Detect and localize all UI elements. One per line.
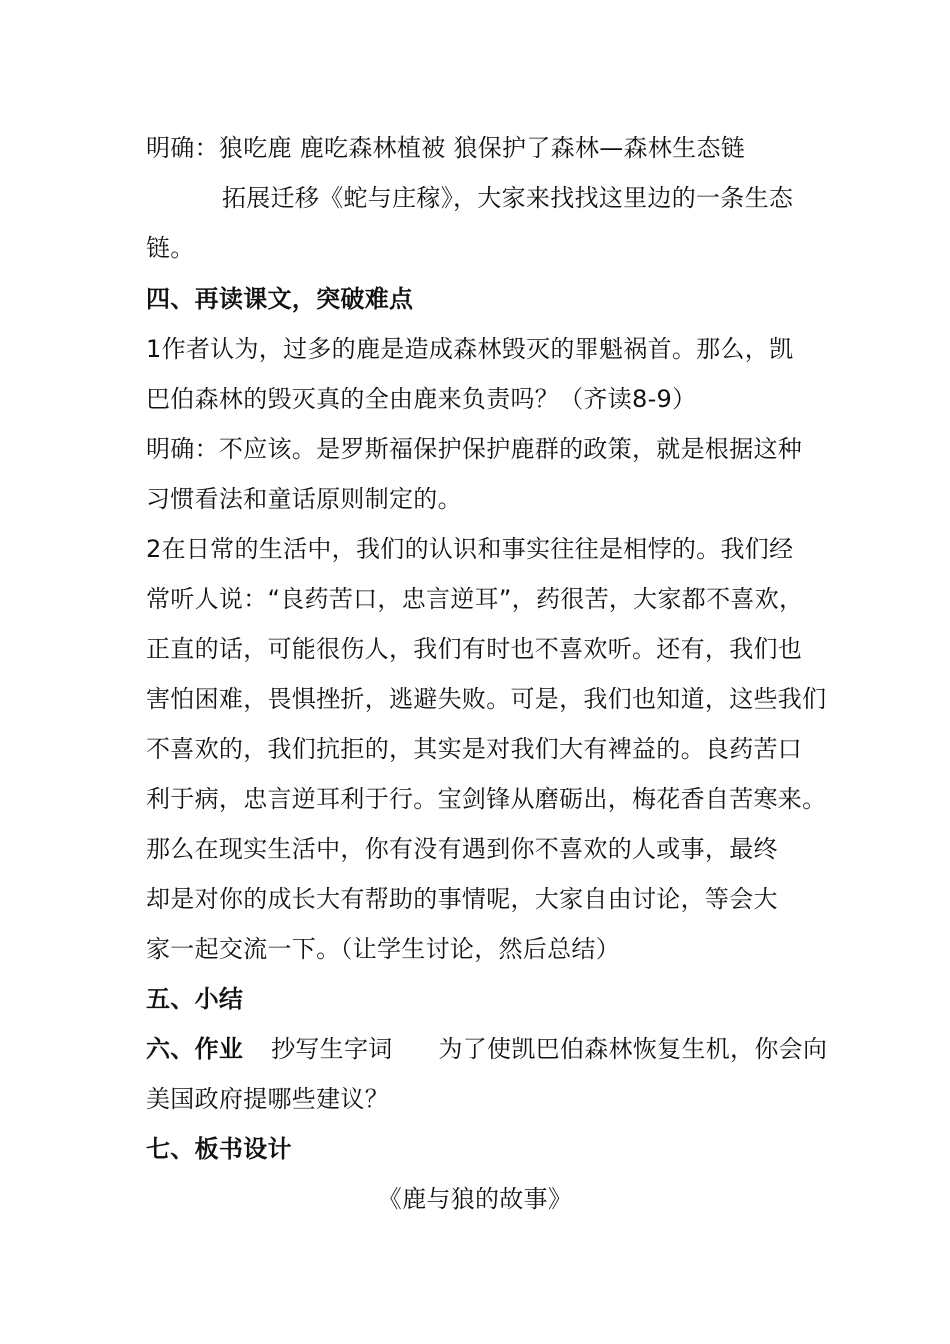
section-heading: 五、小结 bbox=[146, 985, 244, 1013]
paragraph-line: 2在日常的生活中，我们的认识和事实往往是相悖的。我们经 bbox=[146, 535, 794, 563]
paragraph-line: 那么在现实生活中，你有没有遇到你不喜欢的人或事，最终 bbox=[146, 835, 778, 863]
section-heading: 四、再读课文，突破难点 bbox=[146, 285, 414, 313]
homework-heading: 六、作业 bbox=[146, 1035, 244, 1063]
paragraph-line: 利于病，忠言逆耳利于行。宝剑锋从磨砺出，梅花香自苦寒来。 bbox=[146, 785, 827, 813]
homework-task-copy: 抄写生字词 bbox=[271, 1035, 393, 1063]
paragraph-line: 巴伯森林的毁灭真的全由鹿来负责吗？（齐读8-9） bbox=[146, 385, 697, 413]
paragraph-line: 常听人说：“良药苦口，忠言逆耳”，药很苦，大家都不喜欢， bbox=[146, 585, 804, 613]
paragraph-line: 明确：狼吃鹿 鹿吃森林植被 狼保护了森林—森林生态链 bbox=[146, 134, 746, 162]
paragraph-line: 习惯看法和童话原则制定的。 bbox=[146, 485, 462, 513]
paragraph-line: 链。 bbox=[146, 234, 195, 262]
paragraph-line: 害怕困难，畏惧挫折，逃避失败。可是，我们也知道，这些我们 bbox=[146, 685, 827, 713]
paragraph-line: 明确：不应该。是罗斯福保护保护鹿群的政策，就是根据这种 bbox=[146, 435, 803, 463]
homework-line bbox=[146, 1032, 827, 1066]
paragraph-line: 拓展迁移《蛇与庄稼》，大家来找找这里边的一条生态 bbox=[222, 184, 794, 212]
paragraph-line: 家一起交流一下。（让学生讨论，然后总结） bbox=[146, 935, 620, 963]
paragraph-line: 美国政府提哪些建议？ bbox=[146, 1085, 389, 1113]
paragraph-line: 1作者认为，过多的鹿是造成森林毁灭的罪魁祸首。那么，凯 bbox=[146, 335, 794, 363]
board-title: 《鹿与狼的故事》 bbox=[377, 1185, 573, 1213]
section-heading: 七、板书设计 bbox=[146, 1135, 292, 1163]
paragraph-line: 正直的话，可能很伤人，我们有时也不喜欢听。还有，我们也 bbox=[146, 635, 803, 663]
homework-task-suggest: 为了使凯巴伯森林恢复生机，你会向 bbox=[438, 1035, 828, 1063]
paragraph-line: 却是对你的成长大有帮助的事情呢，大家自由讨论，等会大 bbox=[146, 885, 778, 913]
paragraph-line: 不喜欢的，我们抗拒的，其实是对我们大有裨益的。良药苦口 bbox=[146, 735, 803, 763]
